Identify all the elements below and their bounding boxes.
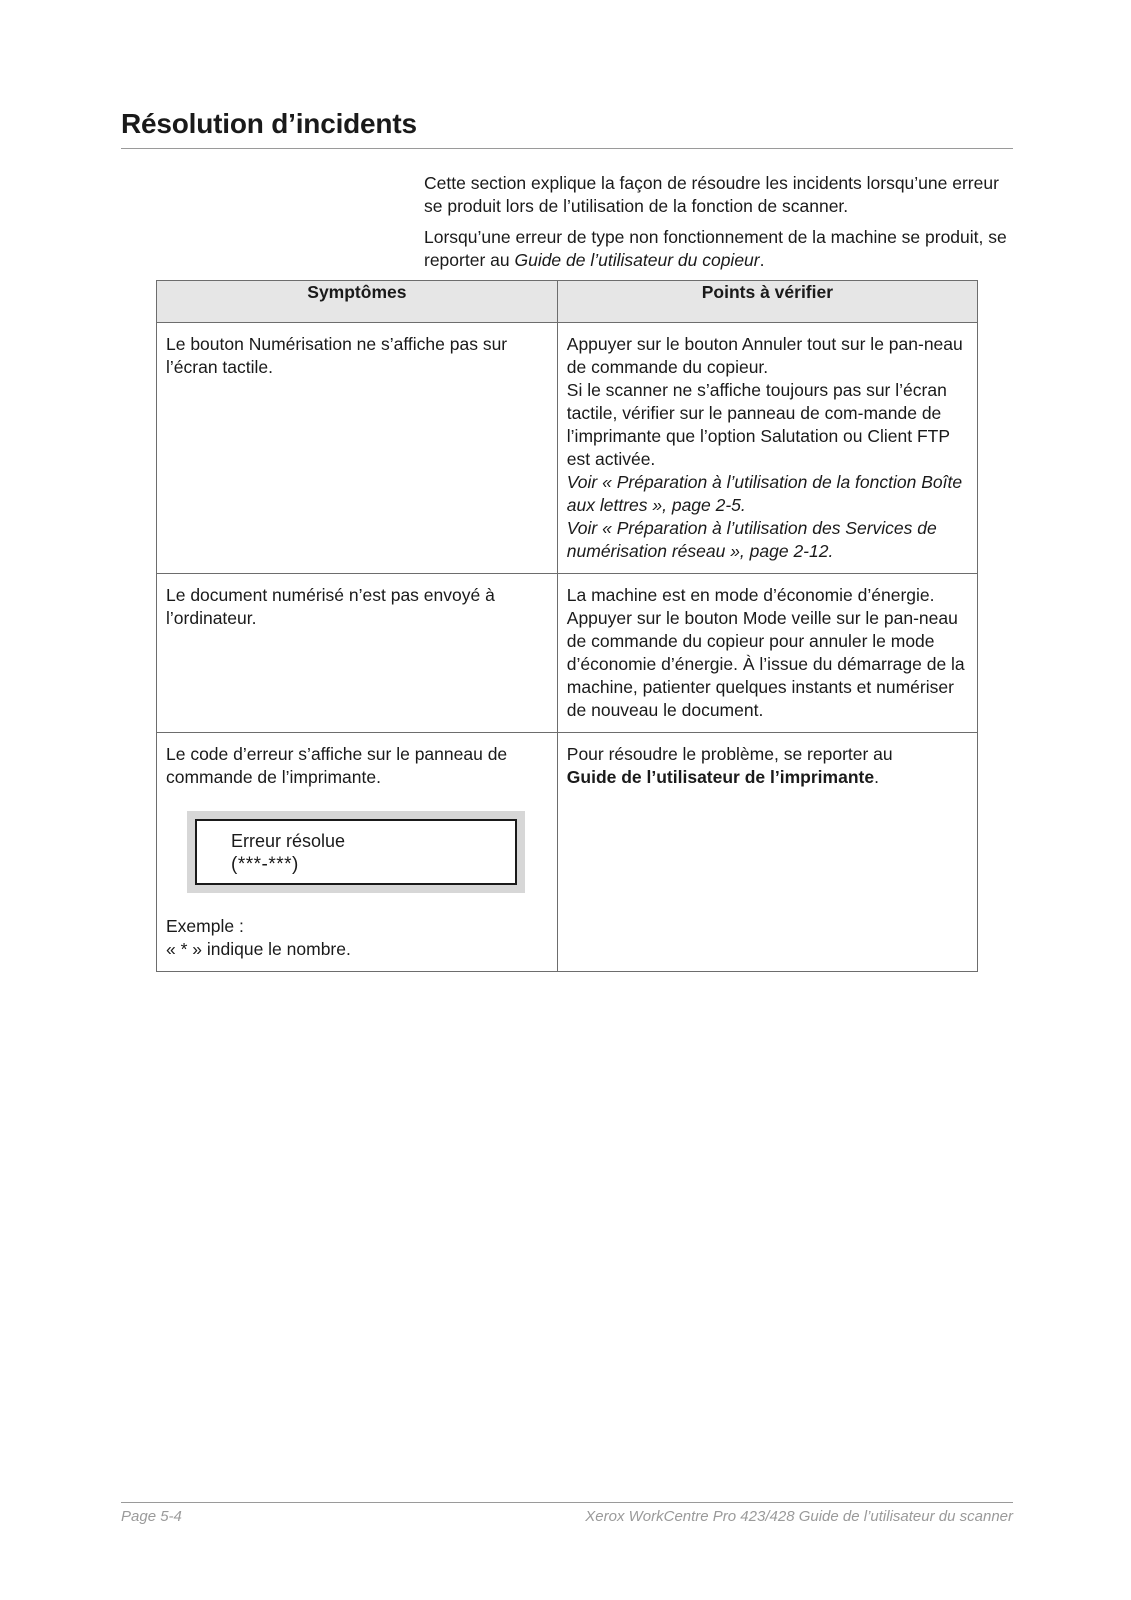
table-row (157, 574, 978, 733)
network-scan-reference: Voir « Préparation à l’utilisation des Services de numérisation réseau », page 2-12. (566, 518, 937, 561)
symptom-text: Le bouton Numérisation ne s’affiche pas sur l’écran tactile. (166, 334, 508, 377)
intro-paragraph-2-start: Lorsqu’une erreur de type non fonctionnement de la machine se produit, se reporter au (424, 227, 1007, 270)
check-text: La machine est en mode d’économie d’énergie. Appuyer sur le bouton Mode veille sur le pan-neau de commande du copieur pour annuler le mode d’économie d’énergie. À l’issue du démarrage de la machine, patienter quelques instants et numériser de nouveau le document. (566, 585, 965, 720)
header-checks: Points à vérifier (557, 281, 977, 323)
display-message: Erreur résolue (231, 831, 346, 851)
example-note: « * » indique le nombre. (166, 939, 351, 959)
title-divider (121, 148, 1013, 149)
copier-guide-reference: Guide de l’utilisateur du copieur (514, 250, 760, 270)
footer-page-number: Page 5-4 (121, 1508, 182, 1525)
intro-paragraph-2 (424, 226, 1009, 272)
troubleshooting-table (156, 280, 978, 972)
check-cell (557, 574, 977, 733)
check-text: Appuyer sur le bouton Annuler tout sur le pan-neau de commande du copieur. (566, 334, 963, 377)
symptom-cell (157, 733, 558, 972)
intro-paragraph-1: Cette section explique la façon de résoudre les incidents lorsqu’une erreur se produit lors de l’utilisation de la fonction de scanner. (424, 173, 999, 216)
footer-document-title: Xerox WorkCentre Pro 423/428 Guide de l’utilisateur du scanner (585, 1508, 1013, 1525)
symptom-cell (157, 323, 558, 574)
check-cell (557, 323, 977, 574)
table-header-row (157, 281, 978, 323)
check-text-end: . (874, 767, 879, 787)
intro-section (424, 172, 1009, 280)
footer-divider (121, 1502, 1013, 1503)
check-text: Si le scanner ne s’affiche toujours pas sur l’écran tactile, vérifier sur le panneau de com-mande de l’imprimante que l’option Salutation ou Client FTP est activée. (566, 380, 950, 469)
printer-guide-reference: Guide de l’utilisateur de l’imprimante (566, 767, 875, 787)
intro-paragraph-2-end: . (759, 250, 765, 270)
display-error-code: (***-***) (231, 854, 299, 875)
header-symptoms: Symptômes (157, 281, 558, 323)
example-label: Exemple : (166, 916, 244, 936)
printer-display-screen (195, 819, 517, 885)
table-row (157, 323, 978, 574)
check-cell (557, 733, 977, 972)
symptom-cell (157, 574, 558, 733)
symptom-text: Le code d’erreur s’affiche sur le panneau de commande de l’imprimante. (166, 744, 508, 787)
printer-display-example (187, 811, 525, 893)
table-row (157, 733, 978, 972)
check-text: Pour résoudre le problème, se reporter au (566, 744, 893, 764)
mailbox-reference: Voir « Préparation à l’utilisation de la fonction Boîte aux lettres », page 2-5. (566, 472, 963, 515)
page-title: Résolution d’incidents (121, 108, 417, 139)
symptom-text: Le document numérisé n’est pas envoyé à l’ordinateur. (166, 585, 495, 628)
